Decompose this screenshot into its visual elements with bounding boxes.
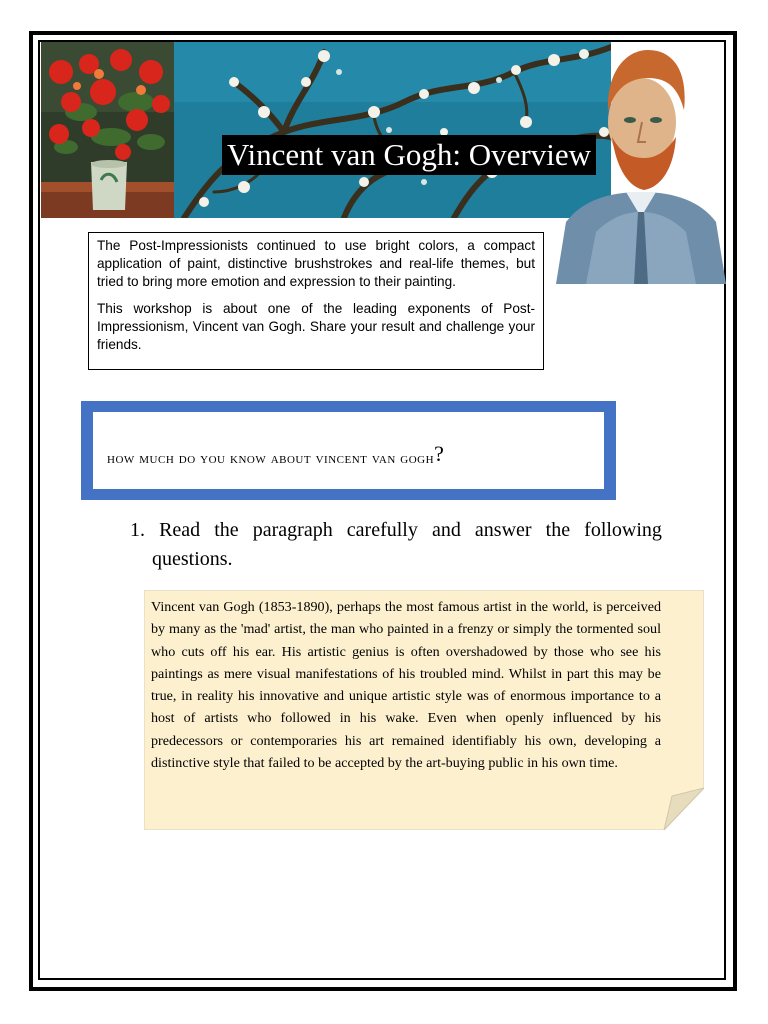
instruction-item (130, 516, 662, 574)
instruction-word: paragraph (252, 519, 333, 541)
page-title: Vincent van Gogh: Overview (222, 135, 596, 175)
instruction-number: 1. (130, 519, 145, 541)
van-gogh-portrait (556, 42, 726, 284)
instruction-word: answer (474, 519, 532, 541)
question-mark: ? (434, 440, 444, 466)
instruction-word: the (545, 519, 571, 541)
intro-paragraph-2: This workshop is about one of the leading exponents of Post-Impressionism, Vincent van Gogh. Share your result and challenge your friends. (97, 301, 535, 352)
almond-blossom-painting (174, 42, 611, 218)
instruction-word: following (584, 519, 662, 541)
question-banner (81, 401, 616, 500)
intro-textbox (88, 232, 544, 370)
reading-passage: Vincent van Gogh (1853-1890), perhaps the most famous artist in the world, is perceived by many as the 'mad' artist, the man who painted in a frenzy or simply the tormented soul who cuts off his ear. His artistic genius is often overshadowed by those who see his paintings as mere visual manifestations of his troubled mind. Whilst in part this may be true, in reality his innovative and unique artistic style was of enormous importance to a host of artists who followed in his wake. Even when openly influenced by his predecessors or contemporaries his art remained identifiably his own, developing a distinctive style that failed to be accepted by the art-buying public in his own time. (151, 599, 661, 772)
intro-paragraph-1: The Post-Impressionists continued to use bright colors, a compact application of paint, distinctive brushstrokes and real-life themes, but tried to bring more emotion and expression to their painting. (97, 238, 535, 289)
instruction-line-2: questions. (152, 548, 233, 570)
instruction-word: carefully (346, 519, 418, 541)
reading-note (144, 590, 704, 830)
question-banner-inner (93, 412, 604, 489)
question-heading: how much do you know about vincent van gogh (107, 449, 435, 467)
instruction-word: Read (159, 519, 201, 541)
header-banner (41, 42, 611, 218)
instruction-word: the (214, 519, 239, 541)
instruction-line-1 (130, 516, 662, 545)
instruction-word: and (431, 519, 461, 541)
poppies-painting (41, 42, 177, 218)
